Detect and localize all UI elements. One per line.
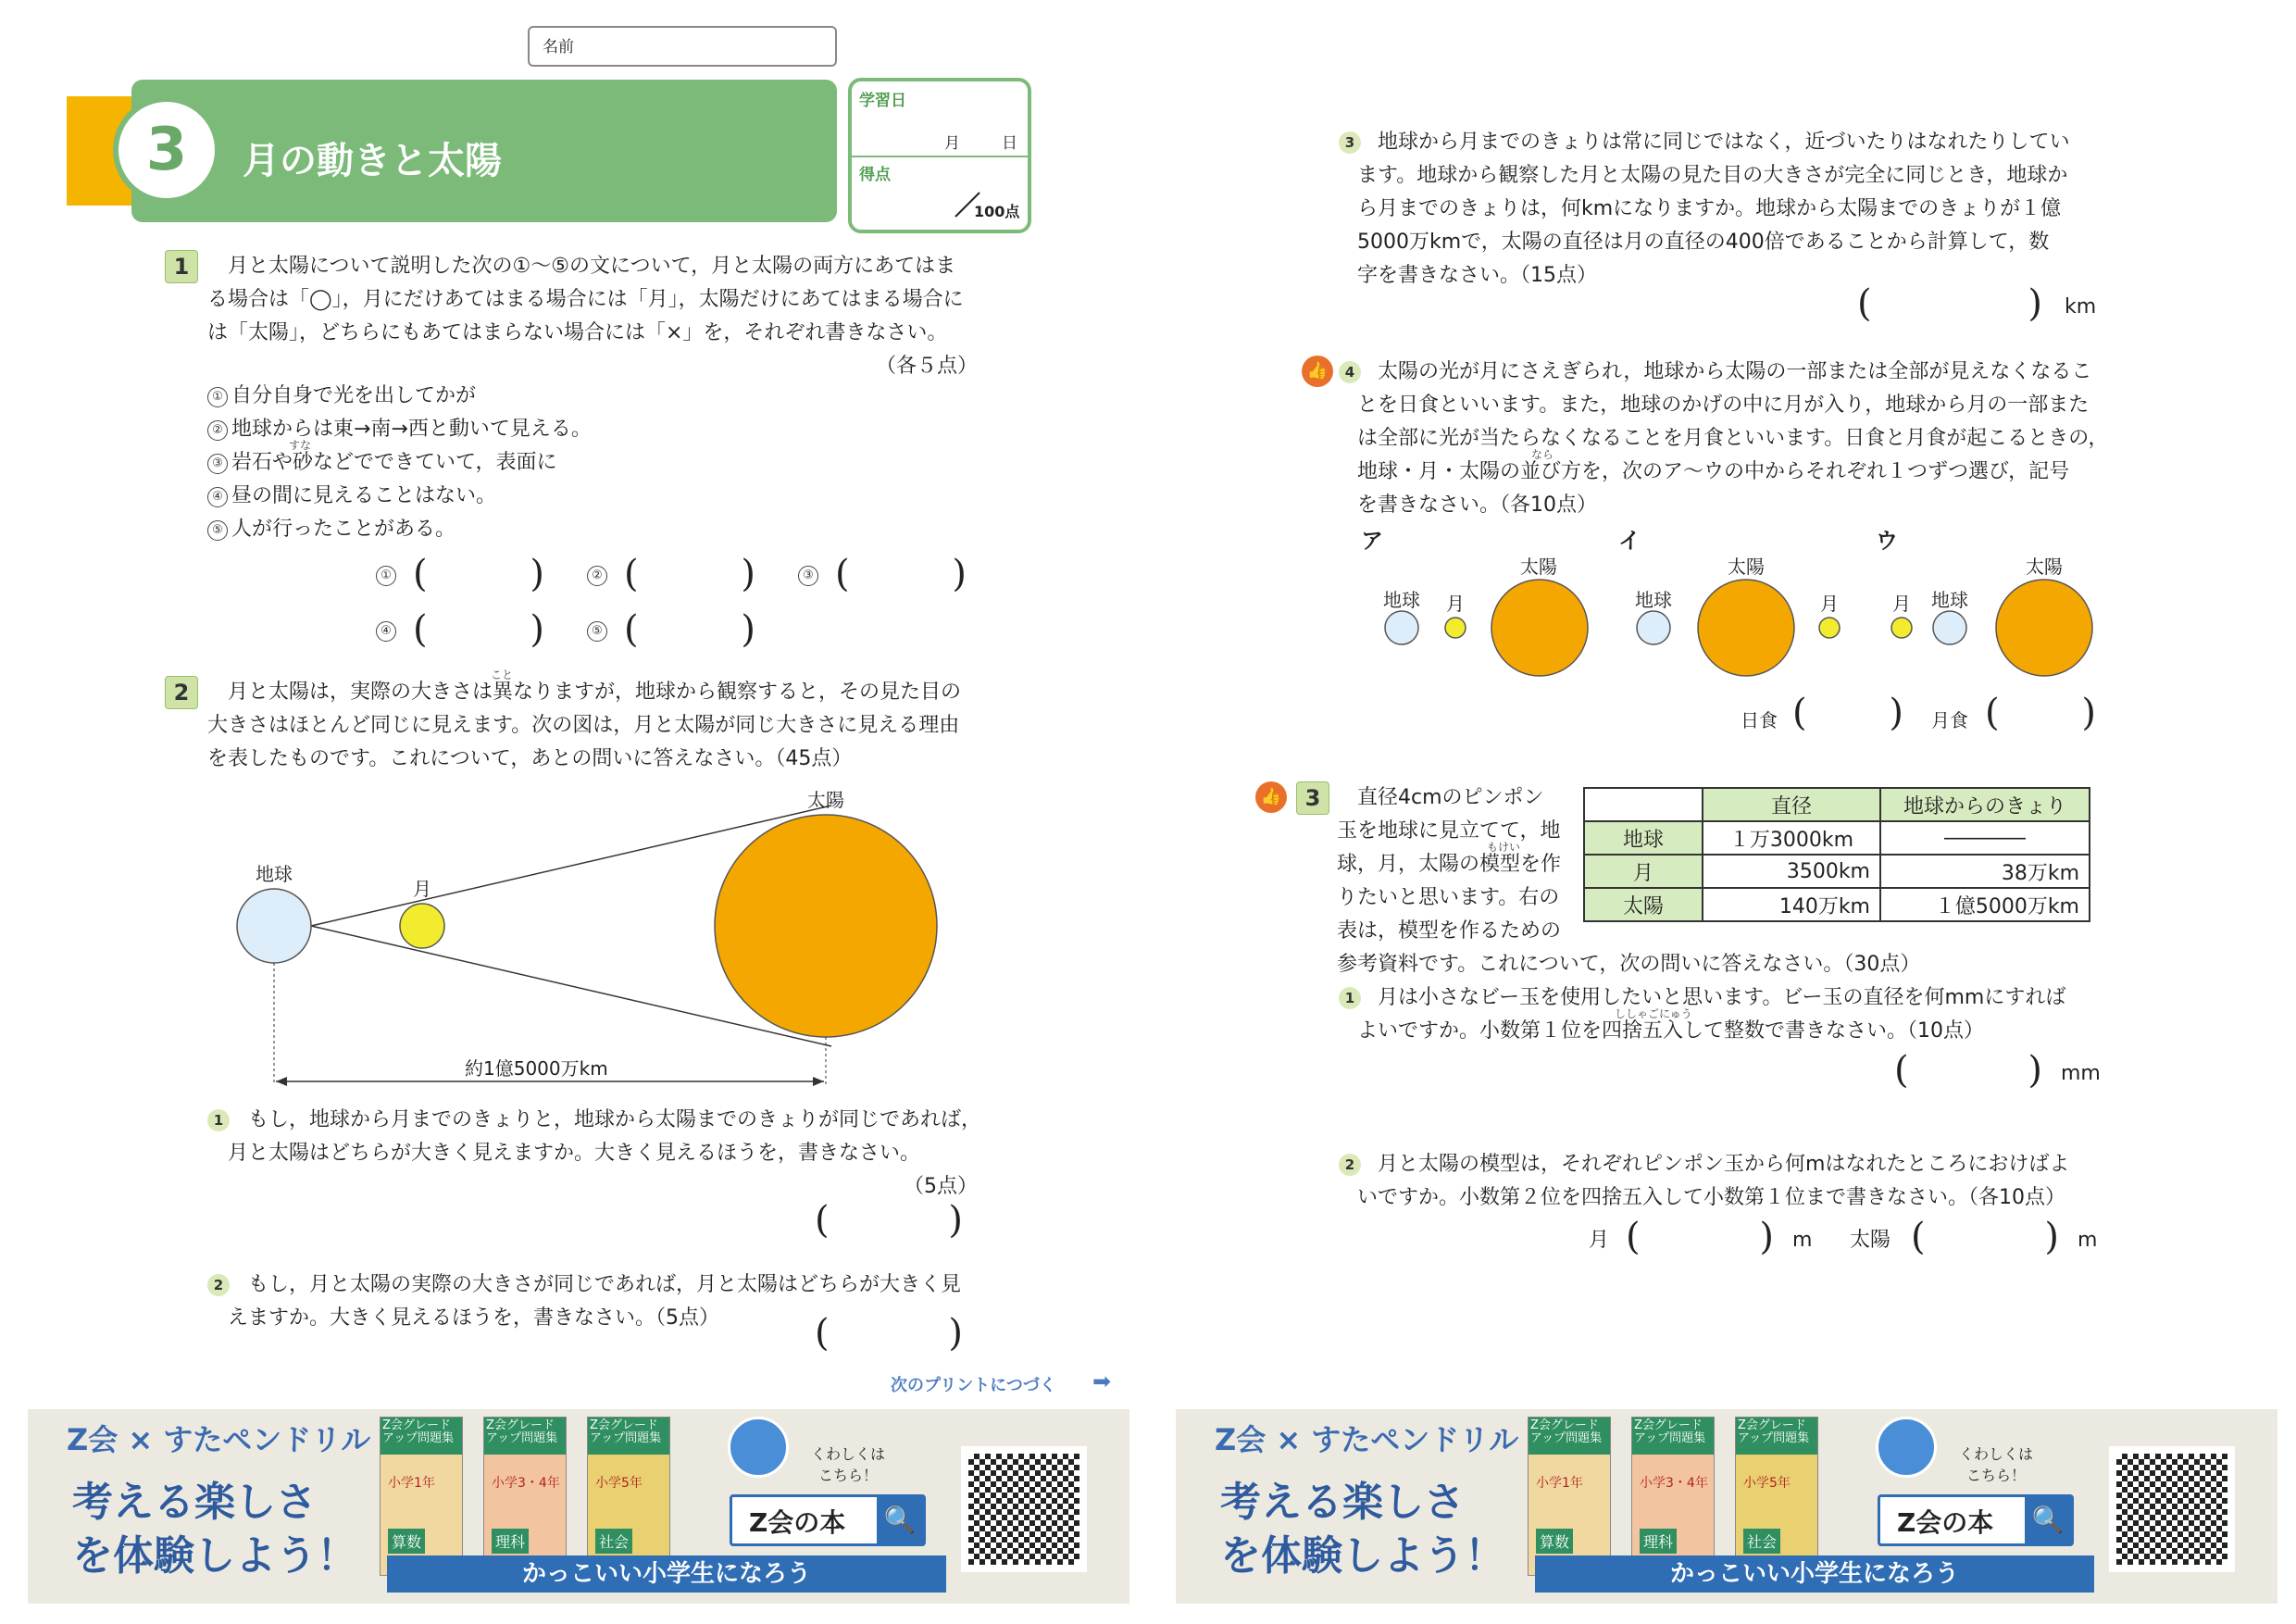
q3-line1: 直径4cmのピンポン bbox=[1357, 786, 1544, 809]
name-label: 名前 bbox=[543, 38, 574, 56]
item-marker-4: ④ bbox=[207, 487, 228, 507]
ruby-mokei: もけい bbox=[1487, 841, 1521, 854]
unit-number-badge: 3 bbox=[113, 96, 220, 204]
answer-label-2: ② bbox=[587, 566, 607, 586]
q3-line3: 球，月，太陽の模型を作 bbox=[1337, 853, 1562, 876]
lunar-eclipse-label: 月食 bbox=[1931, 709, 1968, 731]
item-marker-3: ③ bbox=[207, 454, 228, 474]
book-cover: Z会グレードアップ問題集 小学3・4年 理科 bbox=[1631, 1417, 1715, 1576]
page-title: 月の動きと太陽 bbox=[243, 140, 502, 182]
i-moon bbox=[1819, 618, 1840, 638]
book-cover: Z会グレードアップ問題集 小学1年 算数 bbox=[380, 1417, 463, 1576]
item-marker-5: ⑤ bbox=[207, 520, 228, 541]
book-cover: Z会グレードアップ問題集 小学5年 社会 bbox=[587, 1417, 670, 1576]
q2-sub1-line1: もし，地球から月までのきょりと，地球から太陽までのきょりが同じであれば， bbox=[248, 1108, 982, 1131]
search-box[interactable] bbox=[1878, 1494, 2074, 1546]
banner-bottom: かっこいい小学生になろう bbox=[387, 1555, 946, 1593]
answer-blank-4[interactable]: ( ) bbox=[413, 608, 544, 651]
q3-sub1-line2: よいですか。小数第１位を四捨五入して整数で書きなさい。（10点） bbox=[1357, 1019, 1984, 1043]
a-sun bbox=[1491, 580, 1588, 676]
item-marker-2: ② bbox=[207, 420, 228, 441]
q3-sub2-moon-label: 月 bbox=[1589, 1229, 1610, 1252]
continue-text[interactable]: 次のプリントにつづく bbox=[891, 1376, 1056, 1395]
score-total: 100点 bbox=[974, 203, 1020, 220]
ruby-koto: こと bbox=[491, 668, 514, 681]
answer-blank-2[interactable]: ( ) bbox=[624, 553, 755, 595]
q2-sub3-answer[interactable]: ( ) bbox=[1857, 282, 2042, 325]
name-box[interactable] bbox=[528, 26, 837, 67]
q2-sub2-line2: えますか。大きく見えるほうを，書きなさい。（5点） bbox=[228, 1306, 719, 1330]
q3-sub2-sun-answer[interactable]: ( ) bbox=[1911, 1216, 2059, 1258]
a-sun-label: 太陽 bbox=[1520, 556, 1557, 578]
q2-sub3-number: 3 bbox=[1339, 131, 1361, 154]
q2-line1: 月と太陽は，実際の大きさは異なりますが，地球から観察すると，その見た目の bbox=[228, 681, 962, 704]
search-label: Z会の本 bbox=[749, 1507, 846, 1538]
u-moon-label: 月 bbox=[1892, 593, 1911, 615]
q3-sub2-line1: 月と太陽の模型は，それぞれピンポン玉から何mはなれたところにおけばよ bbox=[1378, 1153, 2070, 1176]
table-cell: 140万km bbox=[1703, 888, 1880, 921]
q2-sub1-number: 1 bbox=[207, 1109, 230, 1131]
banner-slogan-2: を体験しよう！ bbox=[72, 1532, 357, 1580]
question-2-number: 2 bbox=[165, 676, 198, 709]
q3-sub2-sun-unit: m bbox=[2078, 1229, 2098, 1252]
answer-label-4: ④ bbox=[376, 621, 396, 642]
q2-sub1-points: （5点） bbox=[904, 1175, 978, 1198]
diagram-moon-label: 月 bbox=[413, 878, 431, 900]
q1-item-2: 地球からは東→南→西と動いて見える。 bbox=[231, 418, 592, 441]
a-moon-label: 月 bbox=[1446, 593, 1465, 615]
q2-sub2-line1: もし，月と太陽の実際の大きさが同じであれば，月と太陽はどちらが大きく見 bbox=[248, 1273, 962, 1296]
banner-bottom: かっこいい小学生になろう bbox=[1535, 1555, 2094, 1593]
u-sun-label: 太陽 bbox=[2026, 556, 2063, 578]
q3-sub1-unit: mm bbox=[2061, 1062, 2101, 1085]
q2-sub3-line5: 字を書きなさい。（15点） bbox=[1357, 264, 1597, 287]
q2-sub3-line1: 地球から月までのきょりは常に同じではなく，近づいたりはなれたりしてい bbox=[1378, 131, 2070, 154]
q2-sub3-line4: 5000万kmで，太陽の直径は月の直径の400倍であることから計算して，数 bbox=[1357, 231, 2050, 254]
option-i-label: イ bbox=[1618, 528, 1641, 554]
q2-sub3-line3: ら月までのきょりは，何kmになりますか。地球から太陽までのきょりが１億 bbox=[1357, 197, 2062, 220]
i-sun-label: 太陽 bbox=[1728, 556, 1765, 578]
q3-sub2-line2: いですか。小数第２位を四捨五入して小数第１位まで書きなさい。（各10点） bbox=[1357, 1186, 2065, 1209]
q2-sub2-number: 2 bbox=[207, 1274, 230, 1296]
book-cover: Z会グレードアップ問題集 小学3・4年 理科 bbox=[483, 1417, 567, 1576]
table-cell: １億5000万km bbox=[1880, 888, 2090, 921]
banner-bubble: くわしくは こちら！ bbox=[1958, 1445, 2033, 1484]
i-earth-label: 地球 bbox=[1635, 589, 1672, 611]
table-cell: ―――― bbox=[1880, 821, 2090, 855]
q3-sub2-sun-label: 太陽 bbox=[1850, 1229, 1891, 1252]
study-box bbox=[848, 78, 1031, 233]
q2-sub3-line2: ます。地球から観察した月と太陽の見た目の大きさが完全に同じとき，地球か bbox=[1357, 164, 2068, 187]
answer-label-5: ⑤ bbox=[587, 621, 607, 642]
ad-banner-left[interactable] bbox=[28, 1409, 1129, 1604]
q1-item-5: 人が行ったことがある。 bbox=[231, 518, 456, 541]
q2-sub4-line3: は全部に光が当たらなくなることを月食といいます。日食と月食が起こるときの， bbox=[1357, 427, 2109, 450]
q2-sub4-line5: を書きなさい。（各10点） bbox=[1357, 493, 1597, 517]
q2-sub1-line2: 月と太陽はどちらが大きく見えますか。大きく見えるほうを，書きなさい。 bbox=[228, 1142, 921, 1165]
q2-sub1-answer[interactable]: ( ) bbox=[815, 1199, 963, 1242]
q3-line5: 表は，模型を作るための bbox=[1337, 919, 1562, 943]
mascot-icon bbox=[1876, 1417, 1937, 1478]
q1-points: （各５点） bbox=[876, 355, 979, 378]
q1-item-4: 昼の間に見えることはない。 bbox=[231, 484, 497, 507]
i-earth bbox=[1637, 611, 1670, 644]
answer-label-3: ③ bbox=[798, 566, 818, 586]
table-row bbox=[1584, 855, 2090, 888]
answer-blank-3[interactable]: ( ) bbox=[835, 553, 967, 595]
mascot-icon bbox=[728, 1417, 789, 1478]
month-label: 月 bbox=[944, 134, 960, 153]
q1-line2: る場合は「◯」，月にだけあてはまる場合には「月」，太陽だけにあてはまる場合に bbox=[207, 288, 964, 311]
q3-sub2-number: 2 bbox=[1339, 1154, 1361, 1176]
thumbs-up-icon: 👍 bbox=[1302, 356, 1333, 387]
ruby-narabi: なら bbox=[1531, 448, 1554, 461]
question-1-number: 1 bbox=[165, 250, 198, 283]
table-cell: 月 bbox=[1584, 855, 1703, 888]
table-cell: 3500km bbox=[1703, 855, 1880, 888]
q2-sub4-number: 4 bbox=[1339, 361, 1361, 383]
solar-eclipse-answer[interactable]: ( ) bbox=[1792, 692, 1903, 734]
search-box[interactable] bbox=[730, 1494, 926, 1546]
answer-blank-5[interactable]: ( ) bbox=[624, 608, 755, 651]
banner-brand: Z会 × すたペンドリル bbox=[67, 1422, 371, 1457]
table-row bbox=[1584, 821, 2090, 855]
diagram-sun bbox=[715, 815, 937, 1037]
option-a-label: ア bbox=[1361, 528, 1383, 554]
banner-brand: Z会 × すたペンドリル bbox=[1215, 1422, 1519, 1457]
book-cover: Z会グレードアップ問題集 小学1年 算数 bbox=[1528, 1417, 1611, 1576]
score-label: 得点 bbox=[859, 166, 891, 184]
arrow-left bbox=[276, 1077, 287, 1086]
search-label: Z会の本 bbox=[1897, 1507, 1994, 1538]
q2-sub4-line1: 太陽の光が月にさえぎられ，地球から太陽の一部または全部が見えなくなるこ bbox=[1378, 360, 2092, 383]
search-icon: 🔍 bbox=[2025, 1497, 2071, 1543]
q2-sub2-answer[interactable]: ( ) bbox=[815, 1312, 963, 1355]
item-marker-1: ① bbox=[207, 387, 228, 407]
table-cell: 地球 bbox=[1584, 821, 1703, 855]
qr-code-icon[interactable] bbox=[961, 1446, 1087, 1572]
lunar-eclipse-answer[interactable]: ( ) bbox=[1985, 692, 2096, 734]
study-date-label: 学習日 bbox=[859, 92, 906, 110]
diagram-sun-label: 太陽 bbox=[807, 789, 844, 811]
divider bbox=[852, 156, 1028, 157]
answer-label-1: ① bbox=[376, 566, 396, 586]
a-earth-label: 地球 bbox=[1383, 589, 1420, 611]
q2-sub4-line4: 地球・月・太陽の並び方を，次のア〜ウの中からそれぞれ１つずつ選び，記号 bbox=[1357, 460, 2070, 483]
u-earth-label: 地球 bbox=[1931, 589, 1968, 611]
table-cell: 38万km bbox=[1880, 855, 2090, 888]
q3-sub1-line1: 月は小さなビー玉を使用したいと思います。ビー玉の直径を何mmにすれば bbox=[1378, 986, 2066, 1009]
q2-sub3-unit: km bbox=[2065, 295, 2097, 319]
banner-slogan-2: を体験しよう！ bbox=[1220, 1532, 1505, 1580]
thumbs-up-icon: 👍 bbox=[1255, 781, 1287, 813]
table-header: 直径 bbox=[1703, 788, 1880, 821]
diagram-distance-label: 約1億5000万km bbox=[465, 1057, 608, 1080]
q1-item-1: 自分自身で光を出してかが bbox=[231, 384, 477, 407]
ruby-suna: すな bbox=[289, 439, 312, 452]
qr-code-icon[interactable] bbox=[2109, 1446, 2235, 1572]
table-header: 地球からのきょり bbox=[1880, 788, 2090, 821]
banner-slogan-1: 考える楽しさ bbox=[1220, 1479, 1465, 1526]
q3-sub2-moon-unit: m bbox=[1792, 1229, 1813, 1252]
q1-line3: は「太陽」，どちらにもあてはまらない場合には「×」を，それぞれ書きなさい。 bbox=[207, 321, 948, 344]
diagram-earth-label: 地球 bbox=[256, 863, 293, 885]
q3-line4: りたいと思います。右の bbox=[1337, 886, 1560, 909]
ruby-shisha: ししゃごにゅう bbox=[1615, 1007, 1692, 1020]
u-earth bbox=[1933, 611, 1966, 644]
q3-line2: 玉を地球に見立てて，地 bbox=[1337, 819, 1561, 843]
q3-line6: 参考資料です。これについて，次の問いに答えなさい。（30点） bbox=[1337, 953, 1921, 976]
u-sun bbox=[1996, 580, 2092, 676]
diagram-earth bbox=[237, 889, 311, 963]
a-moon bbox=[1445, 618, 1466, 638]
i-sun bbox=[1698, 580, 1794, 676]
q2-line3: を表したものです。これについて，あとの問いに答えなさい。（45点） bbox=[207, 747, 853, 770]
q2-line2: 大きさはほとんど同じに見えます。次の図は，月と太陽が同じ大きさに見える理由 bbox=[207, 714, 960, 737]
solar-eclipse-label: 日食 bbox=[1741, 709, 1778, 731]
q1-item-3: 岩石や砂などでできていて，表面に bbox=[231, 451, 557, 474]
arrow-right bbox=[813, 1077, 824, 1086]
option-u-label: ウ bbox=[1876, 528, 1898, 554]
reference-table bbox=[1583, 787, 2090, 922]
table-cell: １万3000km bbox=[1703, 821, 1880, 855]
table-corner bbox=[1584, 788, 1703, 821]
search-icon: 🔍 bbox=[877, 1497, 923, 1543]
book-cover: Z会グレードアップ問題集 小学5年 社会 bbox=[1735, 1417, 1818, 1576]
q2-sub4-line2: とを日食といいます。また，地球のかげの中に月が入り，地球から月の一部また bbox=[1357, 394, 2090, 417]
answer-blank-1[interactable]: ( ) bbox=[413, 553, 544, 595]
q3-sub1-answer[interactable]: ( ) bbox=[1894, 1049, 2042, 1092]
q3-sub1-number: 1 bbox=[1339, 987, 1361, 1009]
day-label: 日 bbox=[1002, 134, 1017, 153]
arrow-right-icon: ➡ bbox=[1092, 1368, 1112, 1394]
table-header-row bbox=[1584, 788, 2090, 821]
banner-bubble: くわしくは こちら！ bbox=[810, 1445, 885, 1484]
diagram-moon bbox=[400, 904, 444, 948]
banner-slogan-1: 考える楽しさ bbox=[72, 1479, 317, 1526]
table-row bbox=[1584, 888, 2090, 921]
option-diagrams bbox=[1370, 574, 2111, 694]
u-moon bbox=[1891, 618, 1912, 638]
i-moon-label: 月 bbox=[1820, 593, 1839, 615]
question-3-number: 3 bbox=[1296, 781, 1329, 815]
q1-line1: 月と太陽について説明した次の①〜⑤の文について，月と太陽の両方にあてはま bbox=[228, 255, 956, 278]
ad-banner-right[interactable] bbox=[1176, 1409, 2277, 1604]
table-cell: 太陽 bbox=[1584, 888, 1703, 921]
q3-sub2-moon-answer[interactable]: ( ) bbox=[1626, 1216, 1774, 1258]
a-earth bbox=[1385, 611, 1418, 644]
